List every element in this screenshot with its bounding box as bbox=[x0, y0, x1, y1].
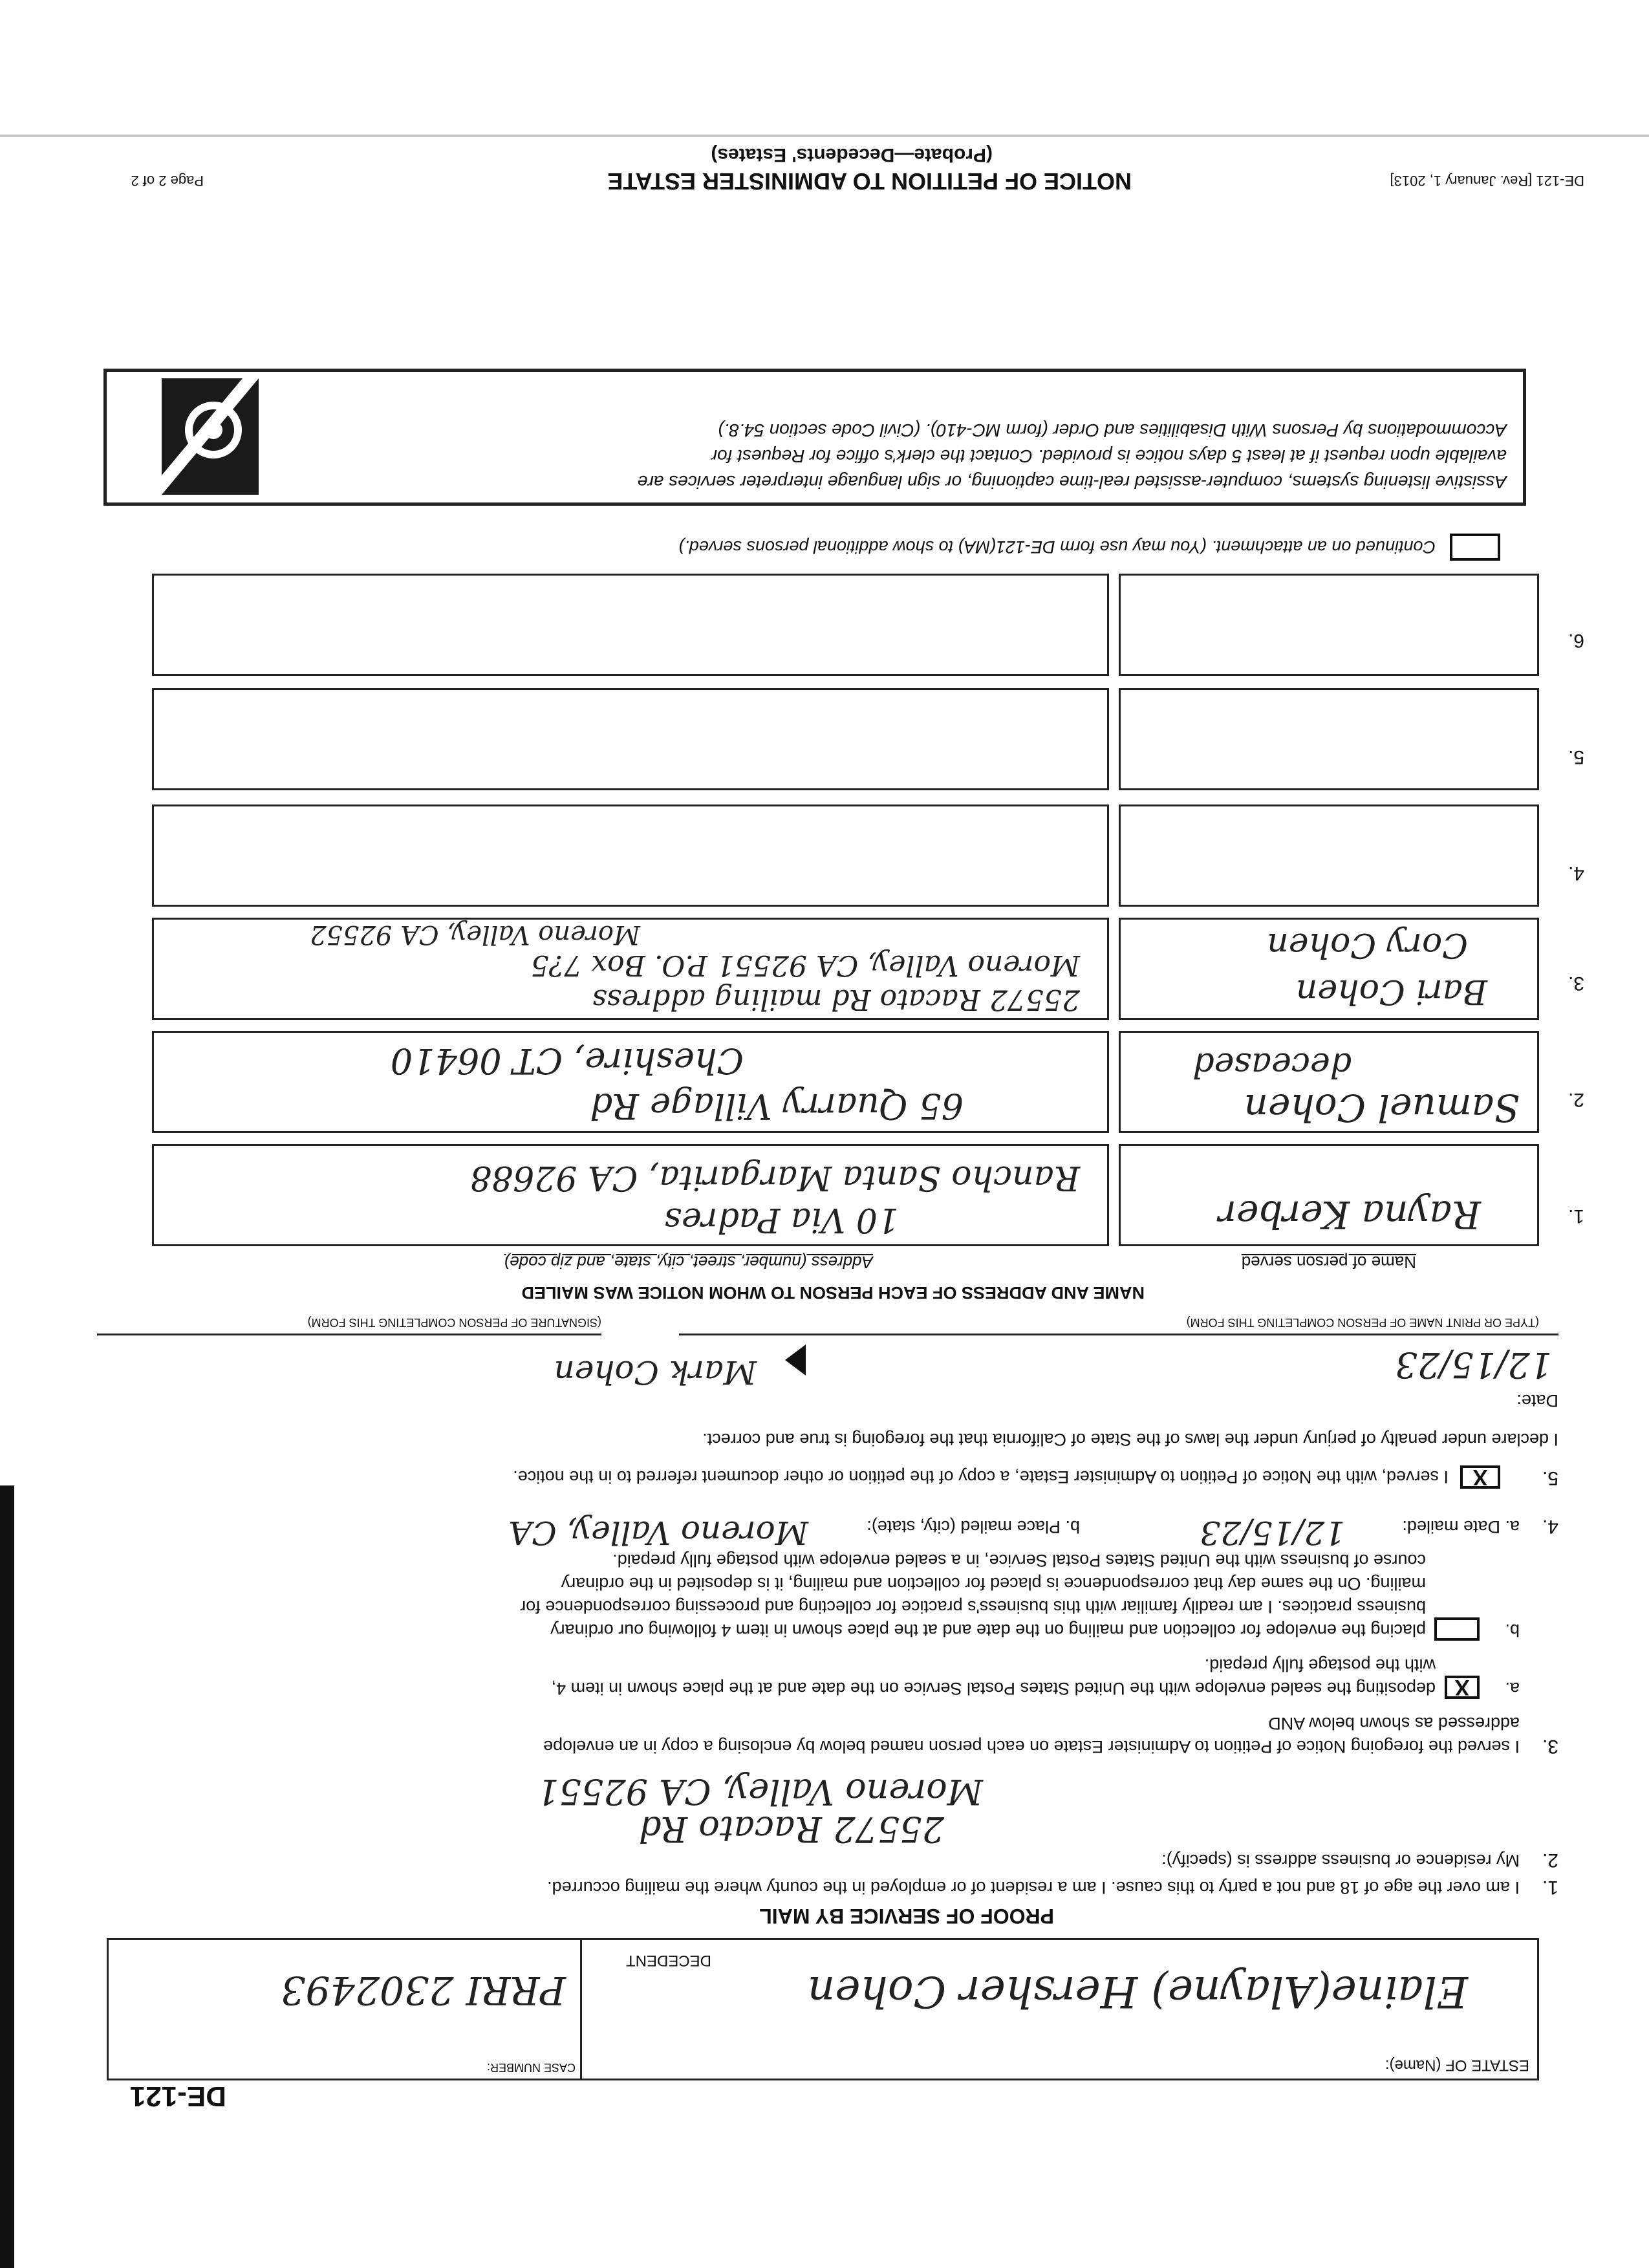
row4-address-box bbox=[152, 805, 1109, 907]
scan-edge-shadow bbox=[0, 1485, 14, 2268]
row6-number: 6. bbox=[1568, 630, 1584, 651]
item5-number: 5. bbox=[1542, 1467, 1558, 1489]
continued-attachment-text: Continued on an attachment. (You may use form DE-121(MA) to show additional persons served.) bbox=[678, 537, 1436, 557]
item3a-letter: a. bbox=[1505, 1679, 1520, 1698]
row1-address-line2: Rancho Santa Margarita, CA 92688 bbox=[470, 1158, 1080, 1197]
row5-number: 5. bbox=[1568, 746, 1584, 768]
row2-address-line2: Cheshire, CT 06410 bbox=[390, 1041, 744, 1081]
row1-number: 1. bbox=[1568, 1205, 1584, 1227]
ada-notice-line2: available upon request if at least 5 days notice is provided. Contact the clerk's office for Request for bbox=[711, 446, 1507, 466]
col-name-header: Name of person served bbox=[1241, 1253, 1416, 1272]
estate-header-divider bbox=[580, 1938, 582, 2080]
item4b-place-handwritten: Moreno Valley, CA bbox=[508, 1514, 808, 1551]
row2-name-note: deceased bbox=[1192, 1045, 1352, 1084]
estate-name-handwritten: Elaine(Alayne) Hersher Cohen bbox=[807, 1967, 1468, 2016]
row1-name: Rayna Kerber bbox=[1218, 1193, 1481, 1237]
date-label: Date: bbox=[1516, 1391, 1558, 1410]
row6-name-box bbox=[1119, 574, 1539, 676]
row3-name-second: Cory Cohen bbox=[1267, 925, 1468, 964]
ada-notice-line3: Accommodations by Persons With Disabilities and Order (form MC-410). (Civil Code section 54.8.) bbox=[718, 420, 1507, 440]
item4-number: 4. bbox=[1542, 1516, 1558, 1537]
row4-name-box bbox=[1119, 805, 1539, 907]
col-address-header: Address (number, street, city, state, and zip code) bbox=[504, 1253, 873, 1272]
item3b-line2: business practices. I am readily familiar with this business's practice for collecting and processing correspondence for bbox=[520, 1597, 1426, 1617]
ada-notice-line1: Assistive listening systems, computer-assisted real-time captioning, or sign language interpreter services are bbox=[637, 472, 1507, 492]
item5-text: I served, with the Notice of Petition to Administer Estate, a copy of the petition or other document referred to in the notice. bbox=[513, 1467, 1449, 1487]
declaration-text: I declare under penalty of perjury under the laws of the State of California that the foregoing is true and correct. bbox=[702, 1430, 1558, 1449]
signature-line bbox=[97, 1334, 601, 1335]
item3a-checkbox[interactable]: X bbox=[1445, 1676, 1480, 1699]
row3-address-line2: Moreno Valley, CA 92551 P.O. Box 7?5 bbox=[530, 949, 1080, 982]
signature-caption: (SIGNATURE OF PERSON COMPLETING THIS FORM) bbox=[307, 1316, 601, 1329]
item3b-line1: placing the envelope for collection and mailing on the date and at the place shown in item 4 following our ordinary bbox=[550, 1621, 1426, 1640]
row2-number: 2. bbox=[1568, 1089, 1584, 1110]
row3-address-line3: Moreno Valley, CA 92552 bbox=[310, 920, 640, 949]
item4b-label: b. Place mailed (city, state): bbox=[867, 1517, 1080, 1537]
row1-address-line1: 10 Via Padres bbox=[664, 1200, 899, 1239]
row3-address-line1: 25572 Racato Rd mailing address bbox=[592, 983, 1080, 1016]
footer-form-rev: DE-121 [Rev. January 1, 2013] bbox=[1390, 173, 1584, 189]
declaration-date-handwritten: 12/15/23 bbox=[1395, 1345, 1552, 1385]
item2-number: 2. bbox=[1542, 1850, 1558, 1871]
row3-name: Bari Cohen bbox=[1295, 972, 1487, 1011]
row2-name: Samuel Cohen bbox=[1244, 1086, 1520, 1130]
footer-title: NOTICE OF PETITION TO ADMINISTER ESTATE bbox=[607, 168, 1132, 195]
row6-address-box bbox=[152, 574, 1109, 676]
served-table-title: NAME AND ADDRESS OF EACH PERSON TO WHOM NOTICE WAS MAILED bbox=[521, 1283, 1145, 1302]
footer-subtitle: (Probate—Decedents' Estates) bbox=[711, 144, 993, 166]
estate-of-label: ESTATE OF (Name): bbox=[1385, 2057, 1529, 2074]
scan-edge-rule bbox=[0, 135, 1649, 137]
item3-number: 3. bbox=[1542, 1736, 1558, 1757]
item3-text-line1: I served the foregoing Notice of Petition to Administer Estate on each person named below by enclosing a copy in an envelope bbox=[543, 1737, 1520, 1756]
item3b-line3: mailing. On the same day that correspondence is placed for collection and mailing, it is deposited in the ordinary bbox=[561, 1574, 1426, 1593]
item5-checkbox[interactable]: X bbox=[1460, 1465, 1500, 1489]
item3b-letter: b. bbox=[1505, 1621, 1520, 1640]
row3-number: 3. bbox=[1568, 973, 1584, 994]
item2-address-line2: Moreno Valley, CA 92551 bbox=[537, 1771, 983, 1812]
item4a-label: a. Date mailed: bbox=[1402, 1517, 1520, 1537]
item2-text: My residence or business address is (specify): bbox=[1161, 1851, 1520, 1870]
form-id: DE-121 bbox=[129, 2080, 226, 2112]
item3a-line2: with the postage fully prepaid. bbox=[1204, 1656, 1436, 1675]
accessibility-logo-icon bbox=[162, 378, 259, 495]
proof-title: PROOF OF SERVICE BY MAIL bbox=[759, 1905, 1054, 1928]
item4a-date-handwritten: 12/15/23 bbox=[1200, 1514, 1345, 1551]
printed-name-line bbox=[679, 1334, 1558, 1335]
case-number-label: CASE NUMBER: bbox=[486, 2061, 576, 2074]
item3b-checkbox[interactable] bbox=[1434, 1617, 1480, 1641]
footer-page: Page 2 of 2 bbox=[131, 173, 204, 189]
row5-name-box bbox=[1119, 688, 1539, 790]
item3b-line4: course of business with the United States Postal Service, in a sealed envelope with postage fully prepaid. bbox=[612, 1551, 1426, 1570]
decedent-label: DECEDENT bbox=[625, 1952, 711, 1969]
case-number-handwritten: PRRI 2302493 bbox=[281, 1967, 566, 2013]
item3-text-line2: addressed as shown below AND bbox=[1268, 1714, 1520, 1733]
row2-address-line1: 65 Quarry Village Rd bbox=[590, 1086, 964, 1127]
printed-name-caption: (TYPE OR PRINT NAME OF PERSON COMPLETING THIS FORM) bbox=[1186, 1316, 1539, 1329]
item3a-line1: depositing the sealed envelope with the United States Postal Service on the date and at the place shown in item 4, bbox=[551, 1679, 1436, 1698]
item1-text: I am over the age of 18 and not a party to this cause. I am a resident of or employed in the county where the mailing occurred. bbox=[547, 1878, 1520, 1897]
printed-name-handwritten: Mark Cohen bbox=[554, 1354, 757, 1391]
continued-attachment-checkbox[interactable] bbox=[1450, 534, 1500, 561]
item2-address-line1: 25572 Racato Rd bbox=[638, 1809, 944, 1850]
row5-address-box bbox=[152, 688, 1109, 790]
row4-number: 4. bbox=[1568, 863, 1584, 884]
item1-number: 1. bbox=[1542, 1877, 1558, 1898]
signature-arrow-icon bbox=[782, 1343, 808, 1377]
